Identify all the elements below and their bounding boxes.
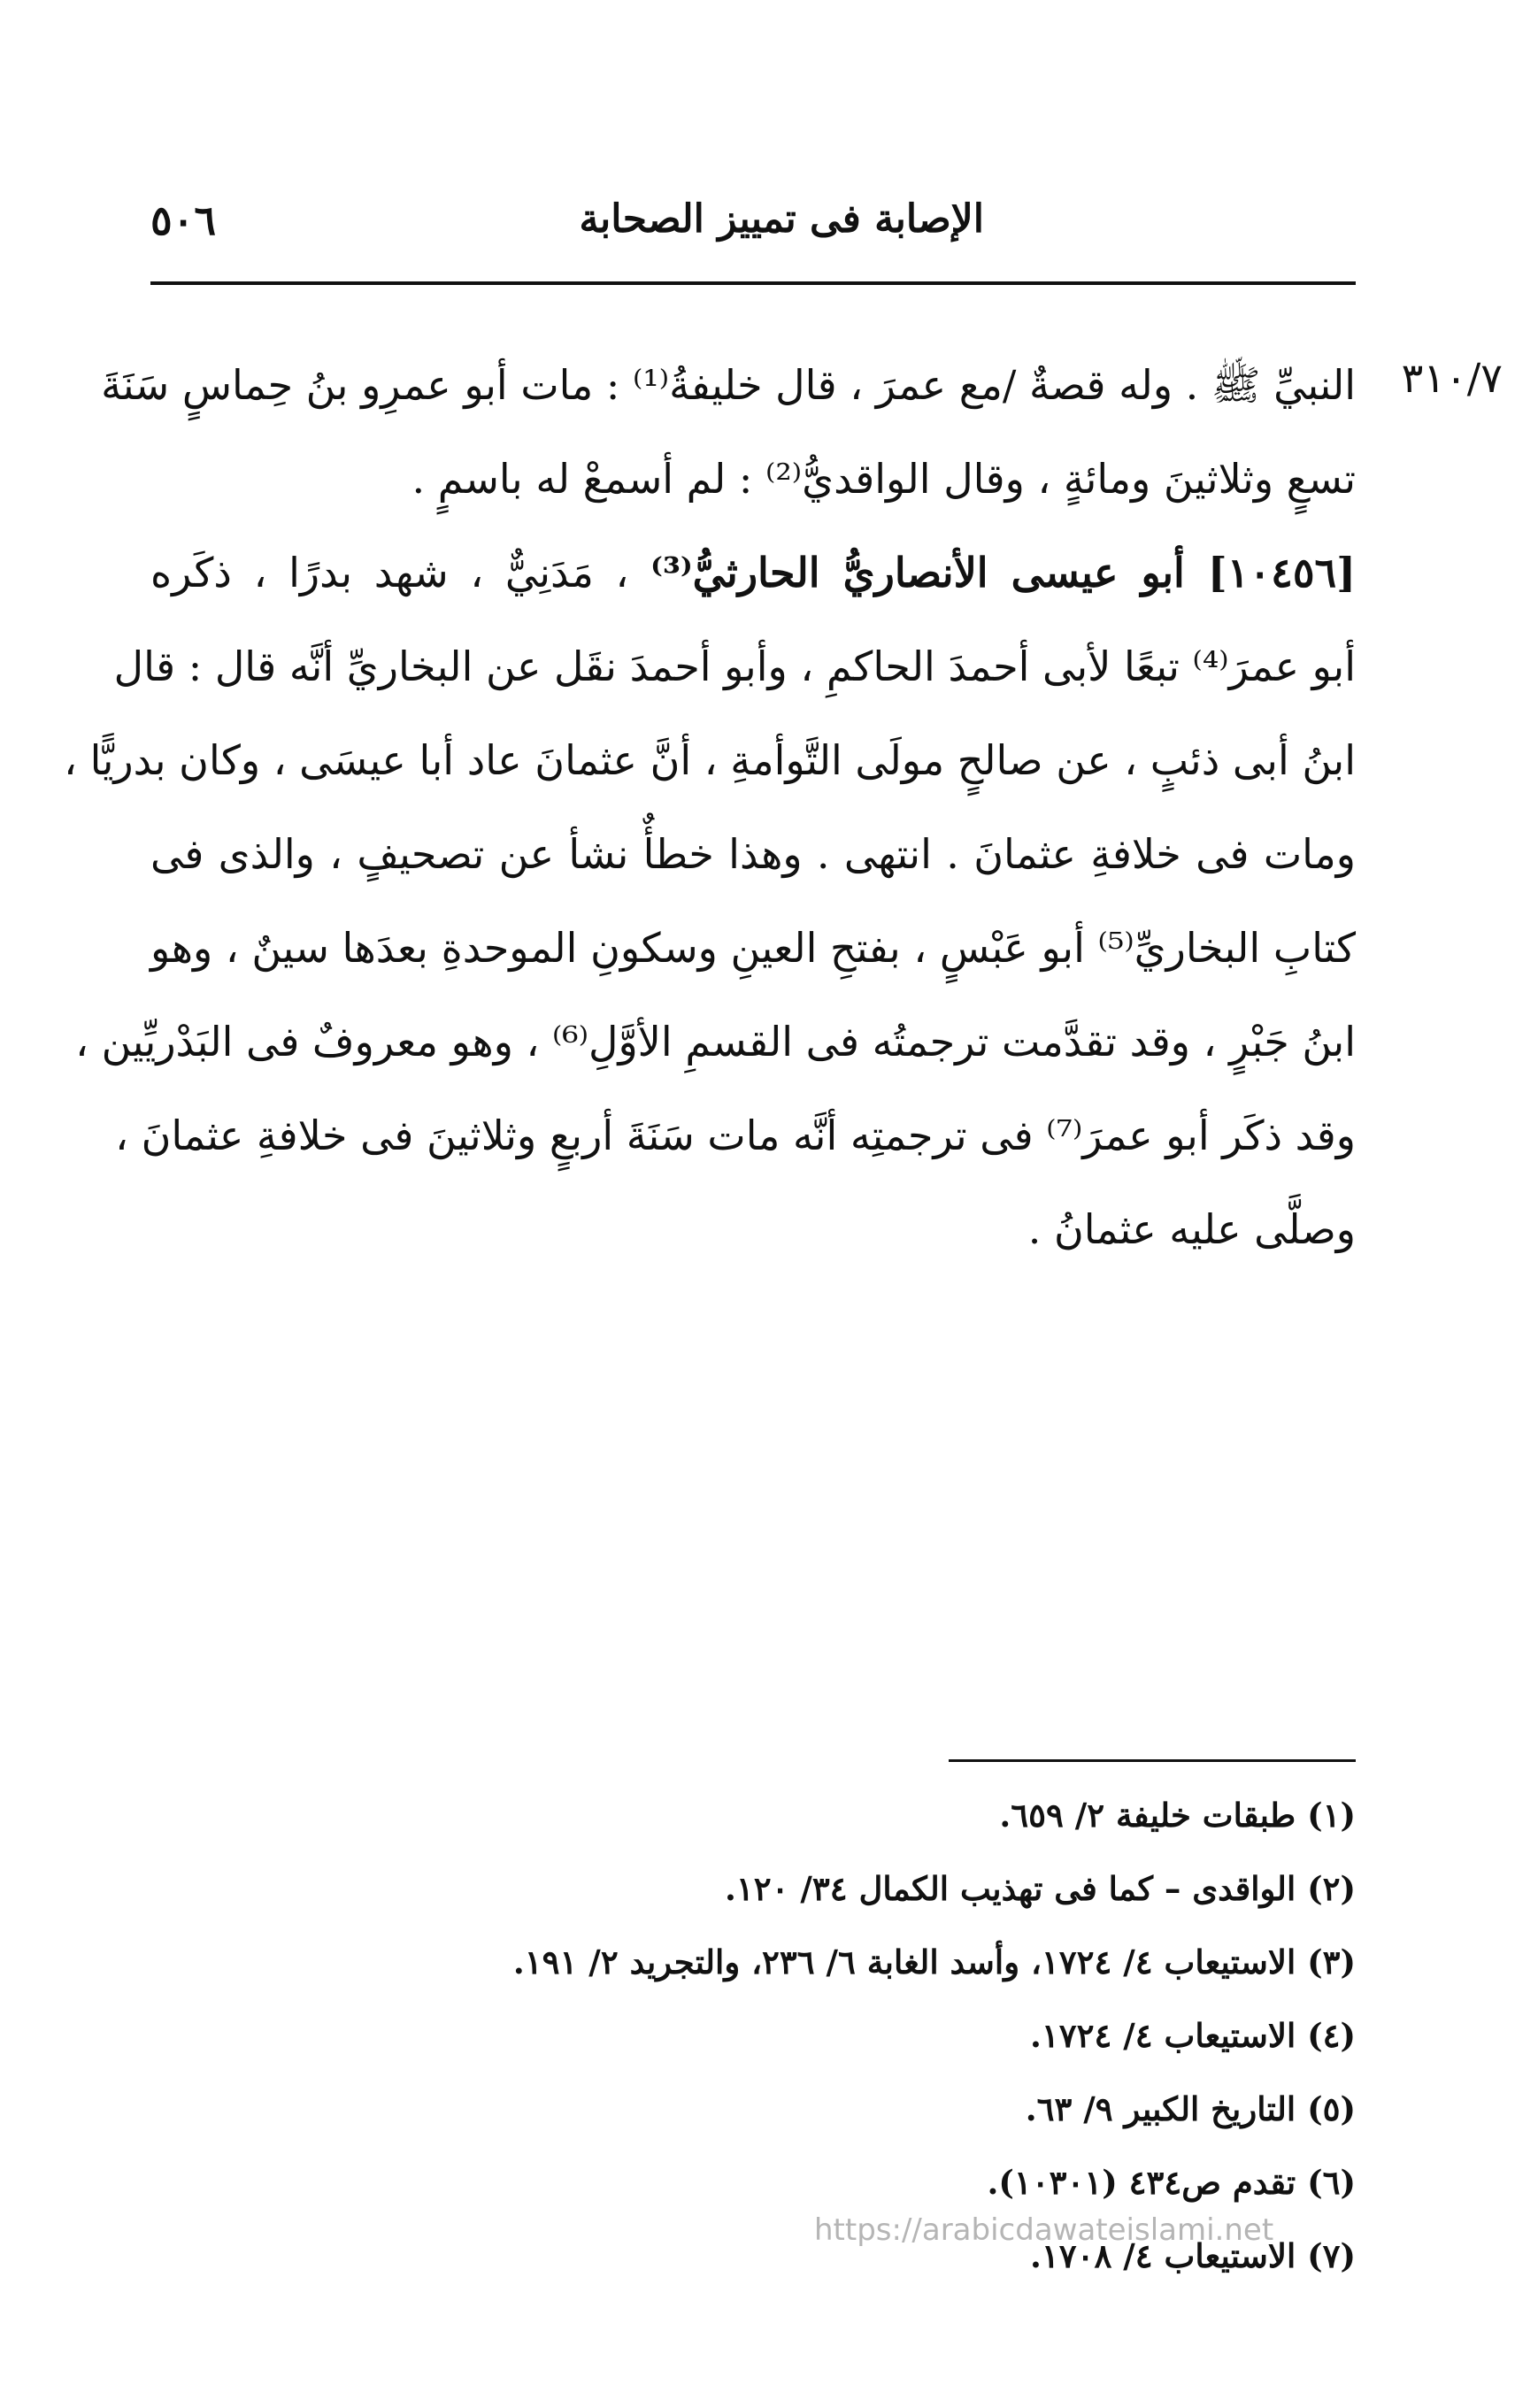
footnote-rule bbox=[949, 1759, 1356, 1762]
footnote: (٧) الاستيعاب ٤/ ١٧٠٨. bbox=[1030, 2236, 1356, 2275]
page-number: ٥٠٦ bbox=[150, 196, 217, 244]
footnote: (٣) الاستيعاب ٤/ ١٧٢٤، وأسد الغابة ٦/ ٢٣٦، والتجريد ٢/ ١٩١. bbox=[512, 1943, 1356, 1981]
watermark-url: https://arabicdawateislami.net bbox=[814, 2212, 1274, 2248]
text-line: ابنُ جَبْرٍ ، وقد تقدَّمت ترجمتُه فى القسمِ الأوَّلِ⁽⁶⁾ ، وهو معروفٌ فى البَدْريِّين ، bbox=[75, 1018, 1356, 1066]
footnote: (١) طبقات خليفة ٢/ ٦٥٩. bbox=[999, 1796, 1356, 1835]
text-line: كتابِ البخاريِّ⁽⁵⁾ أبو عَبْسٍ ، بفتحِ العينِ وسكونِ الموحدةِ بعدَها سينٌ ، وهو bbox=[150, 924, 1356, 972]
footnote: (٤) الاستيعاب ٤/ ١٧٢٤. bbox=[1030, 2016, 1356, 2055]
main-text bbox=[64, 338, 1357, 1276]
footnote: (٢) الواقدى – كما فى تهذيب الكمال ٣٤/ ١٢٠. bbox=[725, 1869, 1356, 1908]
text-line: ومات فى خلافةِ عثمانَ . انتهى . وهذا خطأٌ نشأ عن تصحيفٍ ، والذى فى bbox=[150, 830, 1356, 878]
footnote: (٦) تقدم ص٤٣٤ (١٠٣٠١). bbox=[987, 2163, 1356, 2202]
margin-reference: ٣١٠/٧ bbox=[1401, 354, 1503, 402]
text-line: وقد ذكَر أبو عمرَ⁽⁷⁾ فى ترجمتِه أنَّه مات سَنَةَ أربعٍ وثلاثينَ فى خلافةِ عثمانَ ، bbox=[115, 1112, 1356, 1159]
footnote: (٥) التاريخ الكبير ٩/ ٦٣. bbox=[1025, 2089, 1356, 2128]
running-title: الإصابة فى تمييز الصحابة bbox=[579, 196, 984, 242]
entry-line bbox=[150, 526, 1356, 619]
text-line: تسعٍ وثلاثينَ ومائةٍ ، وقال الواقديُّ⁽²⁾ : لم أسمعْ له باسمٍ . bbox=[411, 455, 1356, 503]
text-line: أبو عمرَ⁽⁴⁾ تبعًا لأبى أحمدَ الحاكمِ ، وأبو أحمدَ نقَل عن البخاريِّ أنَّه قال : قال bbox=[113, 642, 1356, 690]
text-line: ابنُ أبى ذئبٍ ، عن صالحٍ مولَى التَّوأمةِ ، أنَّ عثمانَ عاد أبا عيسَى ، وكان بدريًّا ، bbox=[64, 736, 1356, 784]
running-header bbox=[150, 196, 1356, 258]
text-line: وصلَّى عليه عثمانُ . bbox=[1027, 1205, 1356, 1253]
text-line: النبيِّ ﷺ . وله قصةٌ /مع عمرَ ، قال خليفةُ⁽¹⁾ : مات أبو عمرِو بنُ حِماسٍ سَنَةَ bbox=[101, 361, 1356, 409]
entry-heading-rest: ، مَدَنِيٌّ ، شهد بدرًا ، ذكَره bbox=[150, 549, 629, 596]
entry-heading: [١٠٤٥٦] أبو عيسى الأنصاريُّ الحارثيُّ⁽³⁾ bbox=[650, 549, 1357, 596]
header-rule bbox=[150, 281, 1356, 285]
